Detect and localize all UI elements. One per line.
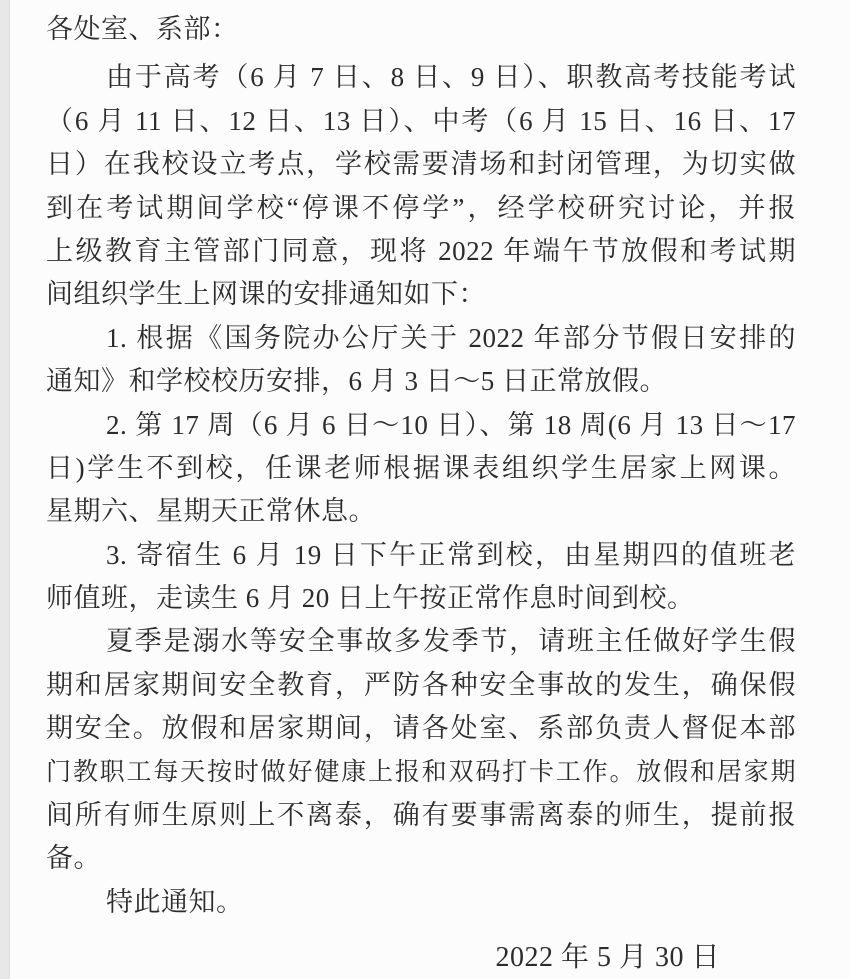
text-line: 上级教育主管部门同意，现将 2022 年端午节放假和考试期 — [46, 235, 796, 266]
scan-left-edge — [0, 0, 10, 979]
text-line: 通知》和学校校历安排，6 月 3 日～5 日正常放假。 — [46, 366, 667, 397]
text-line: 由于高考（6 月 7 日、8 日、9 日）、职教高考技能考试 — [106, 62, 796, 93]
text-line: 间所有师生原则上不离泰，确有要事需离泰的师生，提前报 — [46, 800, 796, 831]
document-date: 2022 年 5 月 30 日 — [495, 942, 720, 974]
text-line: 星期六、星期天正常休息。 — [46, 496, 376, 527]
text-line: 到在考试期间学校“停课不停学”，经学校研究讨论，并报 — [46, 192, 796, 223]
text-line: 日)学生不到校，任课老师根据课表组织学生居家上网课。 — [46, 452, 796, 483]
text-line: 期和居家期间安全教育，严防各种安全事故的发生，确保假 — [46, 669, 796, 700]
text-line: 门教职工每天按时做好健康上报和双码打卡工作。放假和居家期 — [46, 758, 796, 786]
text-line: 日）在我校设立考点，学校需要清场和封闭管理，为切实做 — [46, 149, 796, 180]
text-line: （6 月 11 日、12 日、13 日）、中考（6 月 15 日、16 日、17 — [46, 105, 796, 136]
text-line: 各处室、系部： — [46, 14, 239, 44]
document-page — [46, 8, 796, 979]
text-line: 1. 根据《国务院办公厅关于 2022 年部分节假日安排的 — [106, 322, 796, 353]
text-line: 期安全。放假和居家期间，请各处室、系部负责人督促本部 — [46, 713, 796, 744]
text-line: 2. 第 17 周（6 月 6 日～10 日）、第 18 周(6 月 13 日～17 — [106, 409, 796, 440]
text-line: 间组织学生上网课的安排通知如下： — [46, 279, 486, 310]
text-line: 夏季是溺水等安全事故多发季节，请班主任做好学生假 — [106, 626, 796, 657]
document-body — [46, 8, 796, 924]
text-line: 师值班，走读生 6 月 20 日上午按正常作息时间到校。 — [46, 583, 695, 614]
text-line: 特此通知。 — [106, 886, 244, 917]
text-line: 3. 寄宿生 6 月 19 日下午正常到校，由星期四的值班老 — [106, 539, 796, 570]
text-line: 备。 — [46, 843, 101, 874]
